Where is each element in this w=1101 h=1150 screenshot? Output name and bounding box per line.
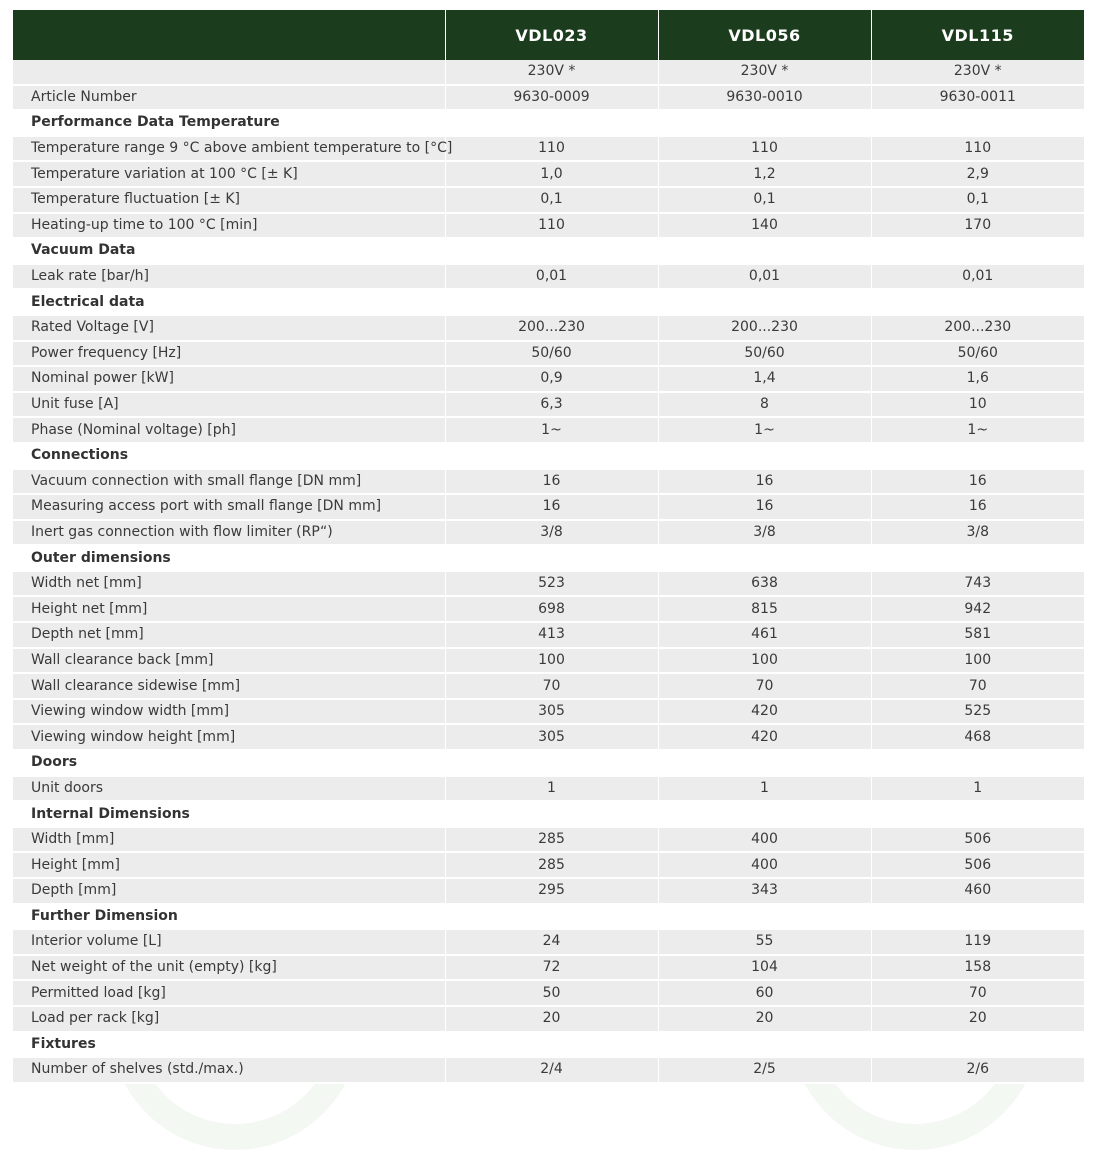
row-label: Unit fuse [A] <box>13 392 445 418</box>
row-value: 104 <box>658 955 871 981</box>
row-value: 506 <box>871 852 1084 878</box>
row-value: 2/6 <box>871 1057 1084 1083</box>
row-label: Measuring access port with small flange [DN mm] <box>13 494 445 520</box>
row-label: Number of shelves (std./max.) <box>13 1057 445 1083</box>
row-value: 200...230 <box>658 315 871 341</box>
section-heading: Connections <box>13 443 1084 469</box>
table-row <box>13 417 1084 443</box>
row-value: 942 <box>871 596 1084 622</box>
row-value: 6,3 <box>445 392 658 418</box>
table-row <box>13 161 1084 187</box>
row-label: Permitted load [kg] <box>13 980 445 1006</box>
row-value: 2,9 <box>871 161 1084 187</box>
row-value: 1,2 <box>658 161 871 187</box>
row-value: 400 <box>658 827 871 853</box>
row-value: 100 <box>658 648 871 674</box>
section-heading-row <box>13 750 1084 776</box>
row-value: 9630-0009 <box>445 85 658 111</box>
table-row <box>13 392 1084 418</box>
model-header: VDL115 <box>871 10 1084 60</box>
row-value: 10 <box>871 392 1084 418</box>
table-row <box>13 1057 1084 1083</box>
row-value: 140 <box>658 213 871 239</box>
row-value: 460 <box>871 878 1084 904</box>
row-label <box>13 60 445 85</box>
row-label: Net weight of the unit (empty) [kg] <box>13 955 445 981</box>
row-value: 1~ <box>871 417 1084 443</box>
section-heading: Fixtures <box>13 1032 1084 1058</box>
row-value: 1,6 <box>871 366 1084 392</box>
row-value: 2/4 <box>445 1057 658 1083</box>
row-label: Load per rack [kg] <box>13 1006 445 1032</box>
row-value: 1,0 <box>445 161 658 187</box>
row-value: 743 <box>871 571 1084 597</box>
row-label: Temperature variation at 100 °C [± K] <box>13 161 445 187</box>
table-row <box>13 622 1084 648</box>
row-value: 16 <box>658 494 871 520</box>
row-label: Nominal power [kW] <box>13 366 445 392</box>
row-value: 70 <box>658 673 871 699</box>
row-value: 20 <box>658 1006 871 1032</box>
row-value: 9630-0011 <box>871 85 1084 111</box>
row-value: 119 <box>871 929 1084 955</box>
row-value: 230V * <box>871 60 1084 85</box>
row-value: 698 <box>445 596 658 622</box>
row-value: 60 <box>658 980 871 1006</box>
row-value: 420 <box>658 699 871 725</box>
section-heading-row <box>13 801 1084 827</box>
row-value: 638 <box>658 571 871 597</box>
row-value: 70 <box>445 673 658 699</box>
row-value: 70 <box>871 980 1084 1006</box>
row-value: 305 <box>445 699 658 725</box>
row-value: 200...230 <box>871 315 1084 341</box>
row-value: 1~ <box>445 417 658 443</box>
table-row <box>13 673 1084 699</box>
row-label: Temperature range 9 °C above ambient temperature to [°C] <box>13 136 445 162</box>
row-value: 16 <box>871 469 1084 495</box>
section-heading-row <box>13 443 1084 469</box>
table-row <box>13 776 1084 802</box>
row-value: 100 <box>871 648 1084 674</box>
section-heading-row <box>13 545 1084 571</box>
table-row <box>13 648 1084 674</box>
section-heading: Vacuum Data <box>13 238 1084 264</box>
model-header: VDL023 <box>445 10 658 60</box>
row-value: 1 <box>871 776 1084 802</box>
row-label: Leak rate [bar/h] <box>13 264 445 290</box>
row-value: 2/5 <box>658 1057 871 1083</box>
row-value: 230V * <box>658 60 871 85</box>
row-value: 20 <box>445 1006 658 1032</box>
table-row <box>13 315 1084 341</box>
row-label: Wall clearance back [mm] <box>13 648 445 674</box>
row-value: 0,1 <box>445 187 658 213</box>
table-row <box>13 1006 1084 1032</box>
section-heading: Further Dimension <box>13 904 1084 930</box>
table-row <box>13 469 1084 495</box>
row-value: 305 <box>445 724 658 750</box>
row-value: 110 <box>871 136 1084 162</box>
row-value: 158 <box>871 955 1084 981</box>
table-row <box>13 264 1084 290</box>
table-row <box>13 60 1084 85</box>
row-label: Power frequency [Hz] <box>13 341 445 367</box>
row-value: 285 <box>445 852 658 878</box>
row-value: 1 <box>658 776 871 802</box>
table-row <box>13 699 1084 725</box>
table-row <box>13 366 1084 392</box>
table-row <box>13 596 1084 622</box>
row-value: 461 <box>658 622 871 648</box>
table-row <box>13 878 1084 904</box>
header-blank-cell <box>13 10 445 60</box>
row-value: 0,01 <box>871 264 1084 290</box>
row-label: Unit doors <box>13 776 445 802</box>
row-value: 0,01 <box>445 264 658 290</box>
row-value: 50/60 <box>658 341 871 367</box>
row-value: 110 <box>445 136 658 162</box>
row-label: Temperature fluctuation [± K] <box>13 187 445 213</box>
table-row <box>13 85 1084 111</box>
row-label: Wall clearance sidewise [mm] <box>13 673 445 699</box>
row-label: Phase (Nominal voltage) [ph] <box>13 417 445 443</box>
row-value: 3/8 <box>871 520 1084 546</box>
header-row <box>13 10 1084 60</box>
row-value: 413 <box>445 622 658 648</box>
row-label: Viewing window width [mm] <box>13 699 445 725</box>
table-row <box>13 852 1084 878</box>
row-value: 16 <box>658 469 871 495</box>
row-value: 1~ <box>658 417 871 443</box>
row-label: Interior volume [L] <box>13 929 445 955</box>
row-value: 343 <box>658 878 871 904</box>
row-value: 200...230 <box>445 315 658 341</box>
row-label: Width [mm] <box>13 827 445 853</box>
table-row <box>13 213 1084 239</box>
row-value: 50/60 <box>871 341 1084 367</box>
row-label: Width net [mm] <box>13 571 445 597</box>
table-row <box>13 929 1084 955</box>
row-value: 815 <box>658 596 871 622</box>
row-value: 50 <box>445 980 658 1006</box>
row-value: 24 <box>445 929 658 955</box>
table-row <box>13 341 1084 367</box>
row-value: 230V * <box>445 60 658 85</box>
section-heading-row <box>13 238 1084 264</box>
row-value: 506 <box>871 827 1084 853</box>
row-value: 285 <box>445 827 658 853</box>
table-row <box>13 520 1084 546</box>
row-label: Article Number <box>13 85 445 111</box>
row-label: Inert gas connection with flow limiter (RP“) <box>13 520 445 546</box>
row-value: 70 <box>871 673 1084 699</box>
row-label: Rated Voltage [V] <box>13 315 445 341</box>
row-value: 16 <box>445 469 658 495</box>
row-value: 420 <box>658 724 871 750</box>
row-value: 1 <box>445 776 658 802</box>
row-value: 400 <box>658 852 871 878</box>
row-value: 50/60 <box>445 341 658 367</box>
row-value: 110 <box>445 213 658 239</box>
row-value: 16 <box>871 494 1084 520</box>
table-row <box>13 827 1084 853</box>
row-label: Depth net [mm] <box>13 622 445 648</box>
row-value: 0,01 <box>658 264 871 290</box>
table-row <box>13 980 1084 1006</box>
row-value: 100 <box>445 648 658 674</box>
row-value: 9630-0010 <box>658 85 871 111</box>
row-value: 523 <box>445 571 658 597</box>
section-heading-row <box>13 110 1084 136</box>
row-value: 1,4 <box>658 366 871 392</box>
section-heading: Performance Data Temperature <box>13 110 1084 136</box>
row-value: 110 <box>658 136 871 162</box>
section-heading: Internal Dimensions <box>13 801 1084 827</box>
row-value: 295 <box>445 878 658 904</box>
row-value: 0,1 <box>871 187 1084 213</box>
spec-table <box>13 10 1084 1084</box>
table-row <box>13 724 1084 750</box>
section-heading-row <box>13 1032 1084 1058</box>
table-row <box>13 187 1084 213</box>
row-label: Depth [mm] <box>13 878 445 904</box>
row-value: 20 <box>871 1006 1084 1032</box>
row-label: Height [mm] <box>13 852 445 878</box>
row-label: Heating-up time to 100 °C [min] <box>13 213 445 239</box>
row-value: 3/8 <box>445 520 658 546</box>
table-row <box>13 955 1084 981</box>
section-heading: Doors <box>13 750 1084 776</box>
row-value: 16 <box>445 494 658 520</box>
model-header: VDL056 <box>658 10 871 60</box>
row-value: 3/8 <box>658 520 871 546</box>
table-row <box>13 494 1084 520</box>
row-value: 468 <box>871 724 1084 750</box>
row-value: 72 <box>445 955 658 981</box>
row-value: 170 <box>871 213 1084 239</box>
table-row <box>13 571 1084 597</box>
section-heading-row <box>13 289 1084 315</box>
row-value: 0,1 <box>658 187 871 213</box>
row-value: 525 <box>871 699 1084 725</box>
row-value: 8 <box>658 392 871 418</box>
row-label: Vacuum connection with small flange [DN mm] <box>13 469 445 495</box>
row-label: Viewing window height [mm] <box>13 724 445 750</box>
row-label: Height net [mm] <box>13 596 445 622</box>
row-value: 581 <box>871 622 1084 648</box>
row-value: 55 <box>658 929 871 955</box>
section-heading-row <box>13 904 1084 930</box>
section-heading: Outer dimensions <box>13 545 1084 571</box>
table-row <box>13 136 1084 162</box>
section-heading: Electrical data <box>13 289 1084 315</box>
row-value: 0,9 <box>445 366 658 392</box>
